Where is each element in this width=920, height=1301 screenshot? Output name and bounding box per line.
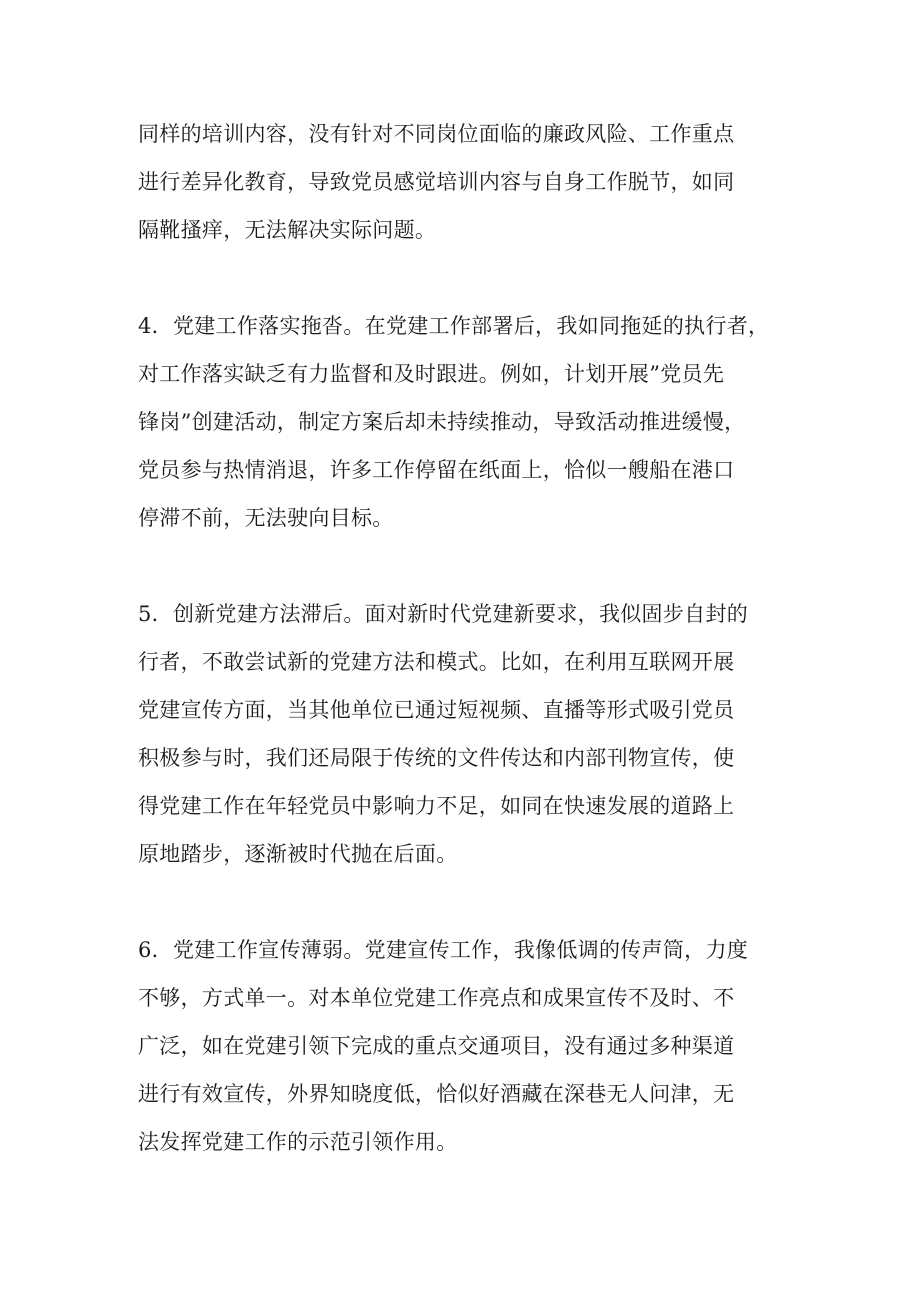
paragraph-line: 进行差异化教育，导致党员感觉培训内容与自身工作脱节，如同: [138, 170, 735, 194]
paragraph-line: 停滞不前，无法驶向目标。: [138, 506, 394, 530]
paragraph-line: 6．党建工作宣传薄弱。党建宣传工作，我像低调的传声筒，力度: [138, 938, 749, 962]
paragraph-line: 隔靴搔痒，无法解决实际问题。: [138, 218, 437, 242]
paragraph-line: 党建宣传方面，当其他单位已通过短视频、直播等形式吸引党员: [138, 698, 735, 722]
paragraph-line: 进行有效宣传，外界知晓度低，恰似好酒藏在深巷无人问津，无: [138, 1082, 735, 1106]
paragraph-line: 广泛，如在党建引领下完成的重点交通项目，没有通过多种渠道: [138, 1034, 735, 1058]
paragraph-spacer: [138, 542, 798, 590]
paragraph-continued-training: [138, 110, 798, 254]
paragraph-line: 5．创新党建方法滞后。面对新时代党建新要求，我似固步自封的: [138, 602, 749, 626]
paragraph-spacer: [138, 878, 798, 926]
document-body: [138, 110, 798, 1166]
paragraph-line: 行者，不敢尝试新的党建方法和模式。比如，在利用互联网开展: [138, 650, 735, 674]
paragraph-line: 不够，方式单一。对本单位党建工作亮点和成果宣传不及时、不: [138, 986, 735, 1010]
paragraph-line: 对工作落实缺乏有力监督和及时跟进。例如，计划开展”党员先: [138, 362, 725, 386]
paragraph-line: 党员参与热情消退，许多工作停留在纸面上，恰似一艘船在港口: [138, 458, 735, 482]
paragraph-item-6: [138, 926, 798, 1166]
paragraph-line: 同样的培训内容，没有针对不同岗位面临的廉政风险、工作重点: [138, 122, 735, 146]
paragraph-item-5: [138, 590, 798, 878]
paragraph-line: 积极参与时，我们还局限于传统的文件传达和内部刊物宣传，使: [138, 746, 735, 770]
paragraph-spacer: [138, 254, 798, 302]
paragraph-line: 锋岗”创建活动，制定方案后却未持续推动，导致活动推进缓慢，: [138, 410, 746, 434]
paragraph-line: 法发挥党建工作的示范引领作用。: [138, 1130, 458, 1154]
paragraph-line: 得党建工作在年轻党员中影响力不足，如同在快速发展的道路上: [138, 794, 735, 818]
paragraph-line: 原地踏步，逐渐被时代抛在后面。: [138, 842, 458, 866]
paragraph-item-4: [138, 302, 798, 542]
paragraph-line: 4．党建工作落实拖沓。在党建工作部署后，我如同拖延的执行者，: [138, 314, 770, 338]
